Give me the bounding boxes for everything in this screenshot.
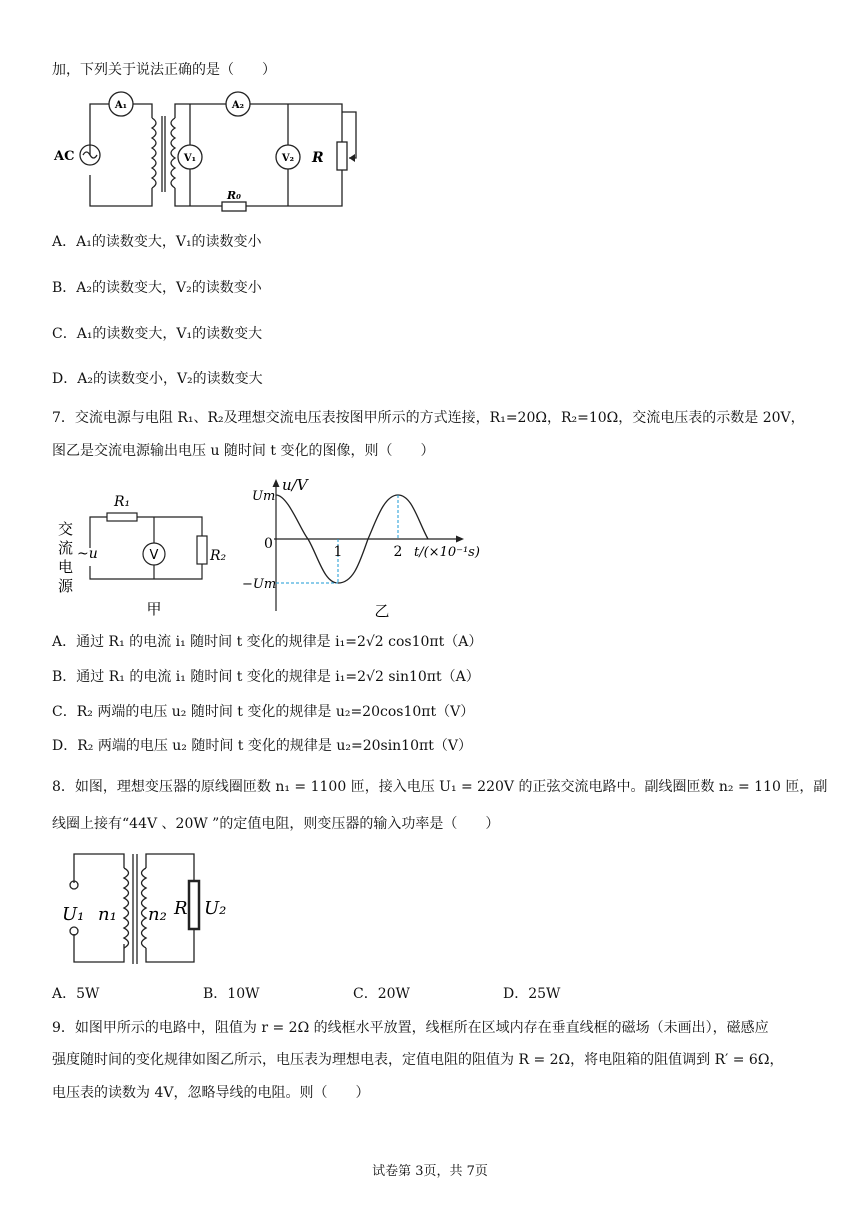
q7-option-b: B．通过 R₁ 的电流 i₁ 随时间 t 变化的规律是 i₁=2√2 sin10πt（A） — [52, 669, 480, 685]
source-char-3: 电 — [58, 558, 74, 576]
q9-stem-line3: 电压表的读数为 4V，忽略导线的电阻。则（ ） — [52, 1085, 370, 1101]
q6-stem: 加，下列关于说法正确的是（ ） — [52, 62, 276, 78]
ammeter-a1-label: A₁ — [114, 100, 128, 111]
graph-um-label: Um — [252, 489, 276, 504]
graph-x-axis-label: t/(×10⁻¹s) — [414, 545, 480, 560]
resistor-r0-label: R₀ — [227, 189, 241, 202]
q7-stem-line1: 7．交流电源与电阻 R₁、R₂及理想交流电压表按图甲所示的方式连接，R₁=20Ω，R₂=10Ω，交流电压表的示数是 20V， — [52, 410, 805, 426]
r2-label: R₂ — [210, 548, 227, 564]
q9-stem-line2: 强度随时间的变化规律如图乙所示，电压表为理想电表，定值电阻的阻值为 R = 2Ω，将电阻箱的阻值调到 R′ = 6Ω， — [52, 1052, 784, 1068]
n1-label: n₁ — [98, 904, 117, 925]
graph-origin-label: 0 — [264, 536, 273, 552]
source-u-label: ~u — [77, 546, 98, 562]
n2-label: n₂ — [148, 904, 167, 925]
q7-figure-a-circuit — [52, 484, 242, 624]
r1-label: R₁ — [114, 494, 131, 510]
figure-a-caption: 甲 — [146, 600, 162, 618]
voltmeter-v2-label: V₂ — [281, 153, 295, 164]
q8-transformer-figure — [56, 846, 246, 976]
ammeter-a2-label: A₂ — [231, 100, 245, 111]
q9-stem-line1: 9．如图甲所示的电路中，阻值为 r = 2Ω 的线框水平放置，线框所在区域内存在垂直线框的磁场（未画出），磁感应 — [52, 1020, 769, 1036]
q7-option-a: A．通过 R₁ 的电流 i₁ 随时间 t 变化的规律是 i₁=2√2 cos10πt（A） — [52, 634, 483, 650]
graph-tick-2: 2 — [393, 544, 403, 560]
q7-source-label-vertical — [58, 520, 74, 595]
voltmeter-v-label: V — [149, 548, 159, 563]
q7-option-c: C．R₂ 两端的电压 u₂ 随时间 t 变化的规律是 u₂=20cos10πt（V） — [52, 704, 475, 720]
q8-option-b: B．10W — [203, 986, 260, 1002]
q6-option-d: D．A₂的读数变小，V₂的读数变大 — [52, 371, 263, 387]
r-label: R — [174, 898, 188, 919]
q7-figure-b-graph — [242, 476, 496, 626]
q8-option-d: D．25W — [503, 986, 561, 1002]
q7-stem-line2: 图乙是交流电源输出电压 u 随时间 t 变化的图像，则（ ） — [52, 443, 435, 459]
u2-label: U₂ — [204, 898, 227, 919]
voltmeter-v1-label: V₁ — [183, 153, 197, 164]
graph-tick-1: 1 — [333, 544, 343, 560]
source-char-1: 交 — [58, 520, 74, 538]
q6-option-c: C．A₁的读数变大，V₁的读数变大 — [52, 326, 263, 342]
figure-b-caption: 乙 — [374, 602, 390, 620]
graph-y-axis-label: u/V — [282, 476, 308, 494]
ac-source-label: AC — [54, 149, 75, 164]
page-footer: 试卷第 3页，共 7页 — [372, 1164, 488, 1179]
q8-stem-line2: 线圈上接有“44V 、20W ”的定值电阻，则变压器的输入功率是（ ） — [52, 816, 500, 832]
q6-circuit-figure — [52, 88, 362, 218]
q8-option-a: A．5W — [52, 986, 100, 1002]
graph-neg-um-label: −Um — [242, 577, 277, 592]
q6-option-b: B．A₂的读数变大，V₂的读数变小 — [52, 280, 262, 296]
source-char-2: 流 — [58, 539, 74, 557]
q8-stem-line1: 8．如图，理想变压器的原线圈匝数 n₁ = 1100 匝，接入电压 U₁ = 220V 的正弦交流电路中。副线圈匝数 n₂ = 110 匝，副 — [52, 779, 828, 795]
rheostat-r-label: R — [312, 150, 324, 166]
q8-option-c: C．20W — [353, 986, 410, 1002]
source-char-4: 源 — [58, 577, 74, 595]
u1-label: U₁ — [62, 904, 85, 925]
q6-option-a: A．A₁的读数变大，V₁的读数变小 — [52, 234, 262, 250]
q7-option-d: D．R₂ 两端的电压 u₂ 随时间 t 变化的规律是 u₂=20sin10πt（V） — [52, 738, 472, 754]
